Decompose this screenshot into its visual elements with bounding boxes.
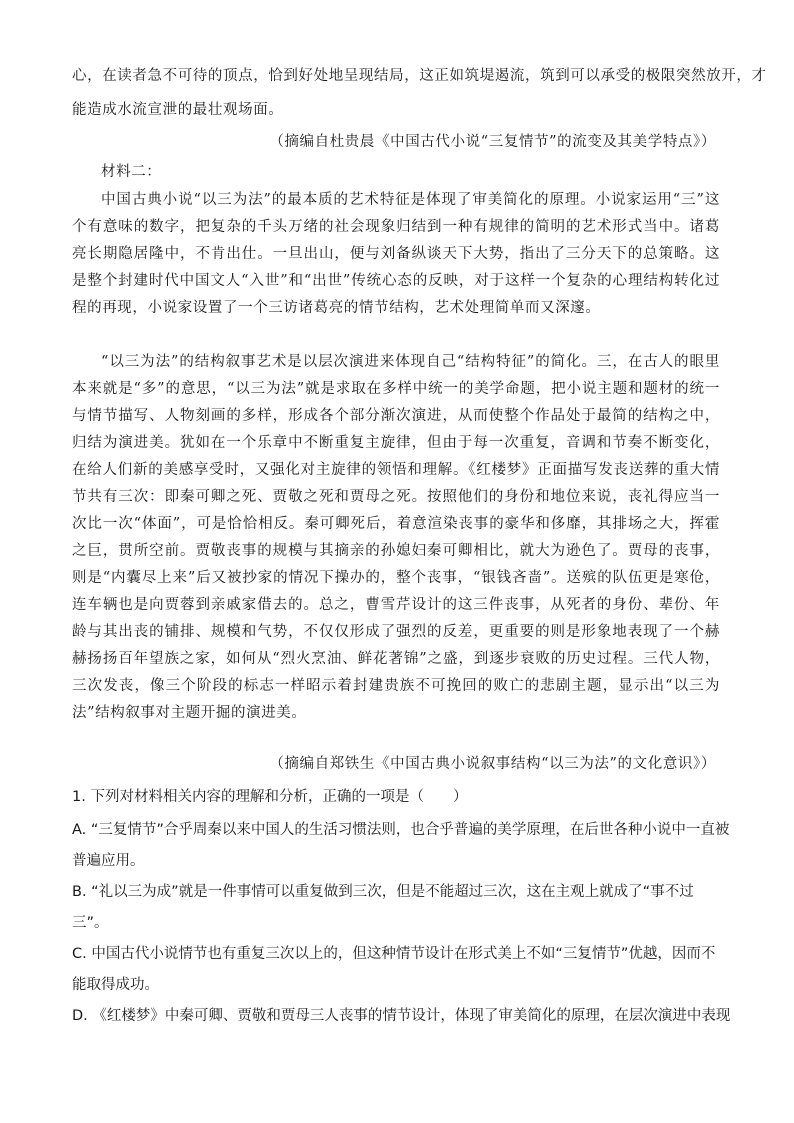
option-b-line-1: B. “礼以三为成”就是一件事情可以重复做到三次，但是不能超过三次，这在主观上就成了“事不过 [72, 884, 694, 900]
material2-heading: 材料二： [101, 164, 162, 180]
option-a-line-2: 普遍应用。 [72, 853, 145, 869]
option-b-line-2: 三”。 [72, 915, 109, 931]
passage-continuation-line-2: 能造成水流宣泄的最壮观场面。 [72, 102, 284, 118]
option-c-line-2: 能取得成功。 [72, 977, 159, 993]
question-stem: 1. 下列对材料相关内容的理解和分析，正确的一项是（ ） [72, 789, 468, 805]
option-c-line-1: C. 中国古代小说情节也有重复三次以上的，但这种情节设计在形式美上不如“三复情节”优越，因而不 [72, 946, 716, 962]
option-a-line-1: A. “三复情节”合乎周秦以来中国人的生活习惯法则，也合乎普遍的美学原理，在后世各种小说中一直被 [72, 822, 730, 838]
material2-paragraph-1: 中国古典小说“以三为法”的最本质的艺术特征是体现了审美简化的原理。小说家运用“三”这个有意味的数字，把复杂的千头万绪的社会现象归结到一种有规律的简明的艺术形式当中。诸葛亮长期隐居隆中，不肯出仕。一旦出山，便与刘备纵谈天下大势，指出了三分天下的总策略。这是整个封建时代中国文人“入世”和“出世”传统心态的反映，对于这样一个复杂的心理结构转化过程的再现，小说家设置了一个三访诸葛亮的情节结构，艺术处理简单而又深邃。 [72, 192, 720, 316]
passage-continuation-line-1: 心，在读者急不可待的顶点，恰到好处地呈现结局，这正如筑堤遏流，筑到可以承受的极限突然放开，才 [72, 68, 767, 84]
source-citation-2: （摘编自郑铁生《中国古典小说叙事结构“以三为法”的文化意识》） [269, 756, 716, 772]
source-citation-1: （摘编自杜贵晨《中国古代小说“三复情节”的流变及其美学特点》） [269, 134, 716, 150]
option-d-line-1: D. 《红楼梦》中秦可卿、贾敬和贾母三人丧事的情节设计，体现了审美简化的原理，在层次演进中表现 [72, 1008, 731, 1024]
material2-paragraph-2: “以三为法”的结构叙事艺术是以层次演进来体现自己“结构特征”的简化。三，在古人的眼里本来就是“多”的意思，“以三为法”就是求取在多样中统一的美学命题，把小说主题和题材的统一与情节描写、人物刻画的多样，形成各个部分渐次演进，从而使整个作品处于最简的结构之中，归结为演进美。犹如在一个乐章中不断重复主旋律，但由于每一次重复，音调和节奏不断变化，在给人们新的美感享受时，又强化对主旋律的领悟和理解。《红楼梦》正面描写发丧送葬的重大情节共有三次：即秦可卿之死、贾敬之死和贾母之死。按照他们的身份和地位来说，丧礼得应当一次比一次“体面”，可是恰恰相反。秦可卿死后，着意渲染丧事的豪华和侈靡，其排场之大，挥霍之巨，贯所空前。贾敬丧事的规模与其摘亲的孙媳妇秦可卿相比，就大为逊色了。贾母的丧事，则是“内囊尽上来”后又被抄家的情况下操办的，整个丧事，“银钱吝啬”。送殡的队伍更是寒伧，连车辆也是向贾蓉到亲戚家借去的。总之，曹雪芹设计的这三件丧事，从死者的身份、辈份、年龄与其出丧的铺排、规模和气势，不仅仅形成了强烈的反差，更重要的则是形象地表现了一个赫赫扬扬百年望族之家，如何从“烈火烹油、鲜花著锦”之盛，到逐步衰败的历史过程。三代人物，三次发丧，像三个阶段的标志一样昭示着封建贵族不可挽回的败亡的悲剧主题，显示出“以三为法”结构叙事对主题开掘的演进美。 [72, 354, 720, 721]
